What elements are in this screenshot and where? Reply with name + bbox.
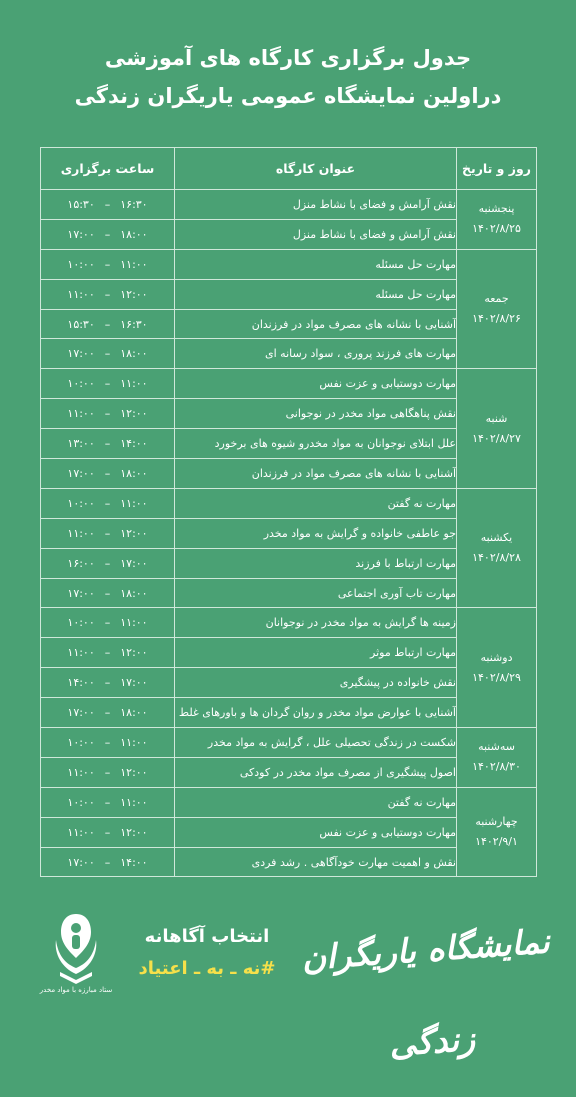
day-date-cell [457,249,537,369]
workshop-schedule-table [40,147,537,877]
column-header-day-date: روز و تاریخ [457,148,537,190]
time-separator: – [104,855,111,869]
day-date: ۱۴۰۲/۸/۳۰ [472,760,521,774]
day-date-cell [457,787,537,877]
column-header-workshop-title: عنوان کارگاه [175,148,457,190]
start-time: ۱۳:۰۰ [67,437,95,451]
campaign-title: انتخاب آگاهانه [144,926,270,947]
time-cell [41,728,175,758]
start-time: ۱۰:۰۰ [67,795,95,809]
time-cell [41,339,175,369]
anti-narcotics-logo [32,908,120,1016]
time-cell [41,578,175,608]
time-cell [41,698,175,728]
time-separator: – [104,586,111,600]
workshop-title-cell: مهارت ارتباط با فرزند [175,548,457,578]
end-time: ۱۲:۰۰ [120,765,148,779]
exhibition-brand-logotype: نمایشگاه یاریگران زندگی [300,921,551,1064]
start-time: ۱۷:۰۰ [67,706,95,720]
end-time: ۱۲:۰۰ [120,825,148,839]
time-separator: – [104,616,111,630]
time-cell [41,668,175,698]
end-time: ۱۲:۰۰ [120,407,148,421]
workshop-title-cell: نقش آرامش و فضای با نشاط منزل [175,190,457,220]
time-cell [41,399,175,429]
start-time: ۱۷:۰۰ [67,586,95,600]
workshop-title-cell: نقش خانواده در پیشگیری [175,668,457,698]
table-header-row [41,148,537,190]
day-name: جمعه [484,292,509,306]
time-cell [41,488,175,518]
day-date-cell [457,190,537,250]
time-separator: – [104,526,111,540]
end-time: ۱۸:۰۰ [120,466,148,480]
start-time: ۱۰:۰۰ [67,257,95,271]
end-time: ۱۷:۰۰ [120,556,148,570]
table-row [41,488,537,518]
time-cell [41,757,175,787]
day-name: یکشنبه [480,531,513,545]
end-time: ۱۶:۳۰ [120,317,148,331]
table-row [41,728,537,758]
schedule-body [41,190,537,877]
start-time: ۱۷:۰۰ [67,855,95,869]
start-time: ۱۷:۰۰ [67,466,95,480]
day-date: ۱۴۰۲/۸/۲۶ [472,312,521,326]
organization-name: ستاد مبارزه با مواد مخدر [39,986,113,994]
workshop-title-cell: نقش پناهگاهی مواد مخدر در نوجوانی [175,399,457,429]
day-date: ۱۴۰۲/۸/۲۹ [472,670,521,684]
time-separator: – [104,257,111,271]
time-cell [41,638,175,668]
day-name: دوشنبه [480,650,513,664]
start-time: ۱۵:۳۰ [67,317,95,331]
workshop-title-cell: آشنایی با عوارض مواد مخدر و روان گردان ها و باورهای غلط [175,698,457,728]
time-separator: – [104,197,111,211]
end-time: ۱۱:۰۰ [120,616,148,630]
time-cell [41,787,175,817]
start-time: ۱۴:۰۰ [67,676,95,690]
time-separator: – [104,287,111,301]
time-cell [41,429,175,459]
start-time: ۱۱:۰۰ [67,287,95,301]
day-date-cell [457,728,537,788]
end-time: ۱۱:۰۰ [120,735,148,749]
workshop-title-cell: آشنایی با نشانه های مصرف مواد در فرزندان [175,459,457,489]
workshop-title-cell: آشنایی با نشانه های مصرف مواد در فرزندان [175,309,457,339]
table-row [41,369,537,399]
start-time: ۱۱:۰۰ [67,526,95,540]
workshop-title-cell: نقش و اهمیت مهارت خودآگاهی . رشد فردی [175,847,457,877]
day-date-cell [457,369,537,489]
end-time: ۱۲:۰۰ [120,526,148,540]
day-date-cell [457,488,537,608]
day-name: شنبه [485,411,508,425]
table-row [41,787,537,817]
time-separator: – [104,437,111,451]
workshop-title-cell: جو عاطفی خانواده و گرایش به مواد مخدر [175,518,457,548]
time-separator: – [104,795,111,809]
start-time: ۱۱:۰۰ [67,765,95,779]
time-separator: – [104,825,111,839]
time-cell [41,219,175,249]
workshop-title-cell: مهارت نه گفتن [175,488,457,518]
day-date-cell [457,608,537,728]
start-time: ۱۱:۰۰ [67,407,95,421]
workshop-title-cell: نقش آرامش و فضای با نشاط منزل [175,219,457,249]
day-name: پنجشنبه [478,202,515,216]
anti-narcotics-emblem-icon [50,910,102,986]
end-time: ۱۸:۰۰ [120,586,148,600]
end-time: ۱۱:۰۰ [120,496,148,510]
time-cell [41,309,175,339]
workshop-title-cell: مهارت نه گفتن [175,787,457,817]
time-separator: – [104,347,111,361]
start-time: ۱۱:۰۰ [67,825,95,839]
workshop-title-cell: مهارت دوستیابی و عزت نفس [175,817,457,847]
time-separator: – [104,227,111,241]
start-time: ۱۵:۳۰ [67,197,95,211]
day-date: ۱۴۰۲/۸/۲۸ [472,551,521,565]
time-cell [41,249,175,279]
time-cell [41,518,175,548]
time-separator: – [104,556,111,570]
start-time: ۱۷:۰۰ [67,347,95,361]
table-row [41,249,537,279]
time-separator: – [104,765,111,779]
table-row [41,190,537,220]
time-cell [41,847,175,877]
workshop-title-cell: مهارت حل مسئله [175,279,457,309]
workshop-title-cell: زمینه ها گرایش به مواد مخدر در نوجوانان [175,608,457,638]
workshop-title-cell: اصول پیشگیری از مصرف مواد مخدر در کودکی [175,757,457,787]
start-time: ۱۰:۰۰ [67,377,95,391]
start-time: ۱۰:۰۰ [67,496,95,510]
end-time: ۱۲:۰۰ [120,287,148,301]
day-date: ۱۴۰۲/۸/۲۵ [472,222,521,236]
time-cell [41,459,175,489]
workshop-title-cell: مهارت حل مسئله [175,249,457,279]
end-time: ۱۶:۳۰ [120,197,148,211]
time-cell [41,190,175,220]
end-time: ۱۴:۰۰ [120,437,148,451]
time-cell [41,817,175,847]
end-time: ۱۸:۰۰ [120,706,148,720]
time-separator: – [104,496,111,510]
table-row [41,608,537,638]
time-cell [41,608,175,638]
end-time: ۱۷:۰۰ [120,676,148,690]
start-time: ۱۰:۰۰ [67,735,95,749]
workshop-title-cell: شکست در زندگی تحصیلی علل ، گرایش به مواد مخدر [175,728,457,758]
time-separator: – [104,735,111,749]
start-time: ۱۱:۰۰ [67,646,95,660]
end-time: ۱۱:۰۰ [120,795,148,809]
workshop-title-cell: مهارت دوستیابی و عزت نفس [175,369,457,399]
day-date: ۱۴۰۲/۸/۲۷ [472,431,521,445]
start-time: ۱۰:۰۰ [67,616,95,630]
time-cell [41,279,175,309]
page-title-line-1: جدول برگزاری کارگاه های آموزشی [104,46,472,70]
end-time: ۱۴:۰۰ [120,855,148,869]
time-separator: – [104,407,111,421]
time-separator: – [104,646,111,660]
workshop-title-cell: مهارت تاب آوری اجتماعی [175,578,457,608]
time-separator: – [104,676,111,690]
time-separator: – [104,466,111,480]
day-name: سه‌شنبه [478,740,515,754]
workshop-title-cell: مهارت های فرزند پروری ، سواد رسانه ای [175,339,457,369]
workshop-title-cell: مهارت ارتباط موثر [175,638,457,668]
column-header-time: ساعت برگزاری [41,148,175,190]
workshop-title-cell: علل ابتلای نوجوانان به مواد مخدرو شیوه های برخورد [175,429,457,459]
end-time: ۱۱:۰۰ [120,257,148,271]
page-title-line-2: دراولین نمایشگاه عمومی یاریگران زندگی [74,84,502,108]
end-time: ۱۸:۰۰ [120,347,148,361]
end-time: ۱۲:۰۰ [120,646,148,660]
campaign-slogan-hashtag: #نه ـ به ـ اعتیاد [138,958,276,979]
time-cell [41,548,175,578]
time-separator: – [104,317,111,331]
day-date: ۱۴۰۲/۹/۱ [475,835,518,849]
end-time: ۱۱:۰۰ [120,377,148,391]
start-time: ۱۶:۰۰ [67,556,95,570]
time-separator: – [104,706,111,720]
end-time: ۱۸:۰۰ [120,227,148,241]
day-name: چهارشنبه [475,815,518,829]
time-cell [41,369,175,399]
time-separator: – [104,377,111,391]
start-time: ۱۷:۰۰ [67,227,95,241]
